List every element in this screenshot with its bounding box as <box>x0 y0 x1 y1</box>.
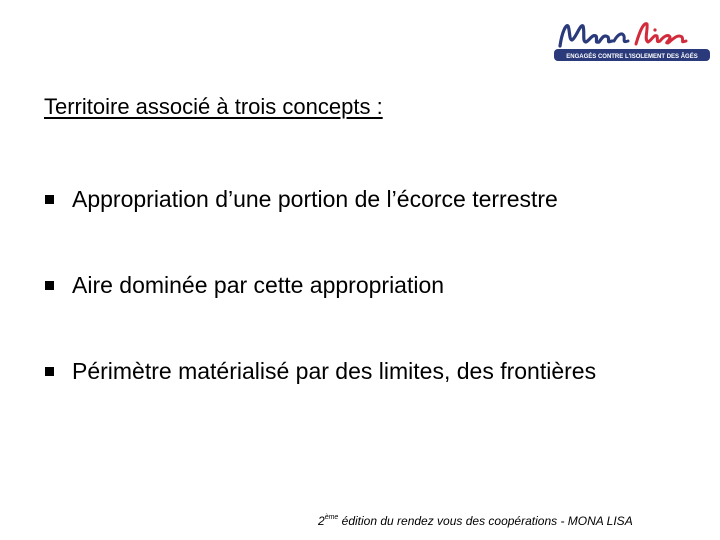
square-bullet-icon <box>45 195 54 204</box>
footer-superscript: ème <box>324 514 339 521</box>
square-bullet-icon <box>45 367 54 376</box>
footer-text: édition du rendez vous des coopérations - MONA LISA <box>338 514 633 528</box>
bullet-text: Périmètre matérialisé par des limites, des frontières <box>72 358 597 384</box>
mona-lisa-logo <box>552 10 712 64</box>
bullet-item <box>44 269 444 302</box>
slide-footer <box>318 514 633 528</box>
logo-tagline: ENGAGÉS CONTRE L'ISOLEMENT DES ÂGÉS <box>566 53 698 60</box>
footer-number: 2 <box>318 514 325 528</box>
mona-lisa-logo-graphic <box>552 10 712 64</box>
square-bullet-icon <box>45 281 54 290</box>
bullet-text: Aire dominée par cette appropriation <box>72 272 445 298</box>
bullet-item <box>44 355 632 388</box>
bullet-item <box>44 183 558 216</box>
bullet-text: Appropriation d’une portion de l’écorce terrestre <box>72 186 558 212</box>
slide-heading: Territoire associé à trois concepts : <box>44 94 383 119</box>
